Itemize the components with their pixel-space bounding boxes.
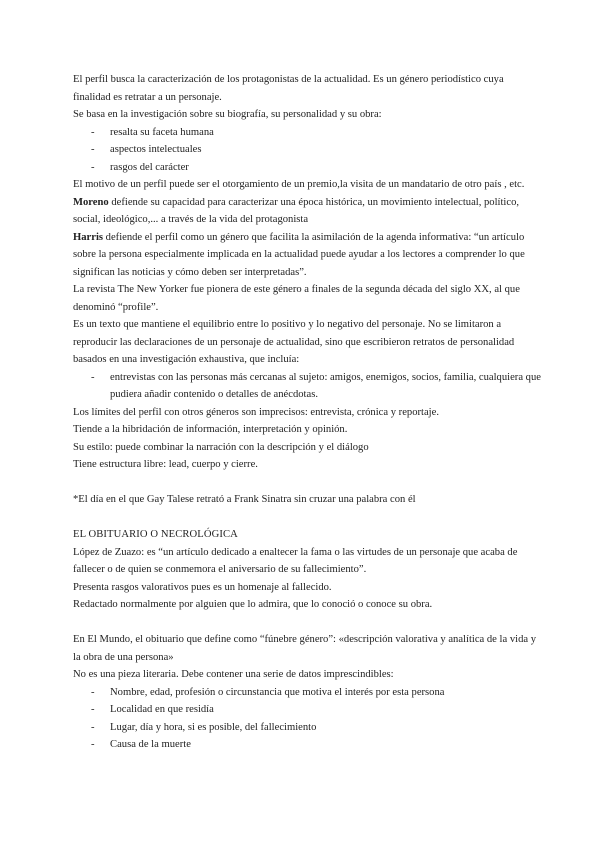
list-item: [73, 141, 543, 159]
list-dash: -: [91, 686, 95, 698]
list-item: [73, 124, 543, 142]
perfil-moreno: [73, 194, 543, 229]
list-item-text: aspectos intelectuales: [110, 144, 202, 155]
perfil-hibridacion: Tiende a la hibridación de información, interpretación y opinión.: [73, 424, 348, 435]
spacer: [73, 509, 543, 527]
datos-list: [73, 684, 543, 754]
list-item-text: rasgos del carácter: [110, 161, 189, 173]
perfil-limites: Los límites del perfil con otros géneros son imprecisos: entrevista, crónica y reportaje.: [73, 406, 439, 418]
obituario-lopez: López de Zuazo: es “un artículo dedicado a enaltecer la fama o las virtudes de un personaje que acaba de fallecer o de quien se conmemora el aniversario de su fallecimiento”.: [73, 546, 518, 575]
list-item-text: entrevistas con las personas más cercanas al sujeto: amigos, enemigos, socios, familia, cualquiera que pudiera añadir contenido o detalles de anécdotas.: [110, 371, 541, 400]
spacer: [73, 614, 543, 632]
document-page: [73, 71, 543, 754]
list-dash: -: [91, 161, 95, 173]
perfil-motivo: El motivo de un perfil puede ser el otorgamiento de un premio,la visita de un mandatario de otro país , etc.: [73, 179, 525, 190]
list-dash: -: [91, 144, 95, 155]
list-item-text: Causa de la muerte: [110, 739, 191, 750]
perfil-harris: [73, 229, 543, 282]
entrevistas-list: [73, 369, 543, 404]
perfil-intro: El perfil busca la caracterización de los protagonistas de la actualidad. Es un género periodístico cuya finalidad es retratar a un personaje.: [73, 74, 504, 103]
moreno-name: Moreno: [73, 196, 109, 208]
list-dash: -: [91, 371, 95, 383]
perfil-equilibrio: Es un texto que mantiene el equilibrio entre lo positivo y lo negativo del personaje. No se limitaron a reproducir las declaraciones de un personaje de actualidad, sino que escribieron retratos de personalidad basados en una investigación exhaustiva, que incluía:: [73, 319, 515, 365]
perfil-investigacion: Se basa en la investigación sobre su biografía, su personalidad y su obra:: [73, 109, 382, 120]
list-item-text: resalta su faceta humana: [110, 126, 214, 138]
list-item: [73, 369, 543, 404]
harris-name: Harris: [73, 231, 104, 243]
perfil-newyorker: La revista The New Yorker fue pionera de este género a finales de la segunda década del siglo XX, al que denominó “profile”.: [73, 284, 520, 313]
aspectos-list: [73, 124, 543, 177]
harris-text: defiende el perfil como un género que facilita la asimilación de la agenda informativa: “un artículo sobre la persona especialmente implicada en la actualidad puede ayudar a los lectores a comprender lo que significan las noticias y cómo deben ser interpretadas”.: [73, 231, 525, 278]
obituario-heading: EL OBITUARIO O NECROLÓGICA: [73, 529, 238, 540]
list-dash: -: [91, 126, 95, 138]
obituario-elmundo: En El Mundo, el obituario que define como “fúnebre género”: «descripción valorativa y analítica de la vida y la obra de una persona»: [73, 634, 537, 663]
moreno-text: defiende su capacidad para caracterizar una época histórica, un movimiento intelectual, político, social, ideológico,... a través de la vida del protagonista: [73, 196, 520, 225]
perfil-estilo: Su estilo: puede combinar la narración con la descripción y el diálogo: [73, 441, 369, 453]
list-item: [73, 159, 543, 177]
perfil-estructura: Tiene estructura libre: lead, cuerpo y cierre.: [73, 459, 258, 470]
list-dash: -: [91, 739, 95, 750]
obituario-rasgos: Presenta rasgos valorativos pues es un homenaje al fallecido.: [73, 581, 332, 593]
spacer: [73, 474, 543, 492]
list-dash: -: [91, 721, 95, 733]
list-item-text: Nombre, edad, profesión o circunstancia que motiva el interés por esta persona: [110, 686, 445, 698]
list-item-text: Lugar, día y hora, si es posible, del fallecimiento: [110, 721, 317, 733]
list-item: [73, 736, 543, 754]
list-item: [73, 719, 543, 737]
list-item: [73, 684, 543, 702]
list-item: [73, 701, 543, 719]
list-item-text: Localidad en que residía: [110, 704, 214, 715]
list-dash: -: [91, 704, 95, 715]
obituario-pieza: No es una pieza literaria. Debe contener una serie de datos imprescindibles:: [73, 669, 394, 680]
obituario-redactado: Redactado normalmente por alguien que lo admira, que lo conoció o conoce su obra.: [73, 599, 433, 610]
perfil-nota: *El día en el que Gay Talese retrató a Frank Sinatra sin cruzar una palabra con él: [73, 494, 416, 505]
